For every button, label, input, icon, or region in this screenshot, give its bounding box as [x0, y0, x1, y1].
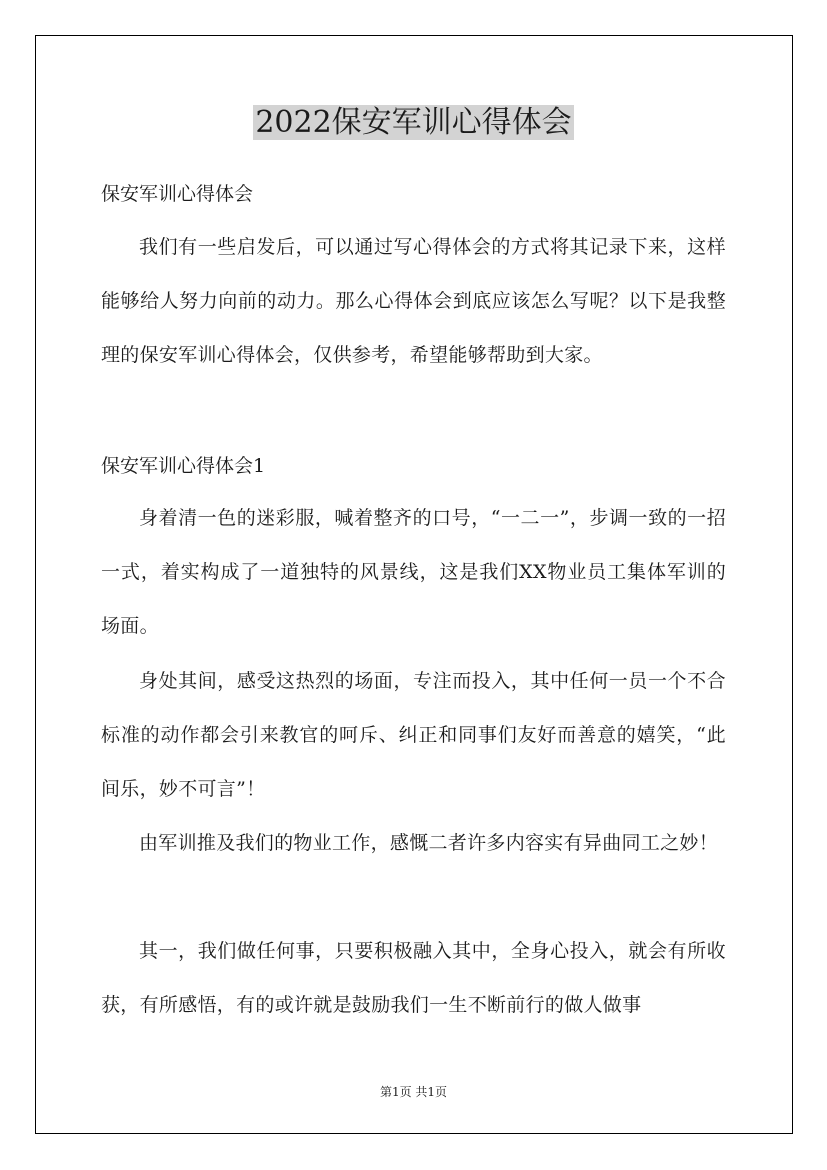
- body-paragraph: 其一，我们做任何事，只要积极融入其中，全身心投入，就会有所收获，有所感悟，有的或许就是鼓励我们一生不断前行的做人做事: [101, 940, 726, 1016]
- body-paragraph: 身处其间，感受这热烈的场面，专注而投入，其中任何一员一个不合标准的动作都会引来教官的呵斥、纠正和同事们友好而善意的嬉笑，“此间乐，妙不可言”！: [101, 670, 726, 800]
- page-footer: 第1页 共1页: [379, 1085, 448, 1099]
- document-title-text: 2022保安军训心得体会: [255, 105, 572, 140]
- intro-paragraph: 我们有一些启发后，可以通过写心得体会的方式将其记录下来，这样能够给人努力向前的动力。那么心得体会到底应该怎么写呢？以下是我整理的保安军训心得体会，仅供参考，希望能够帮助到大家。: [101, 236, 726, 366]
- body-paragraph: 由军训推及我们的物业工作，感慨二者许多内容实有异曲同工之妙！: [139, 832, 719, 854]
- section-1-heading: 保安军训心得体会1: [101, 455, 266, 477]
- body-paragraph: 身着清一色的迷彩服，喊着整齐的口号，“一二一”，步调一致的一招一式，着实构成了一道独特的风景线，这是我们XX物业员工集体军训的场面。: [101, 507, 726, 637]
- document-title: [0, 103, 827, 143]
- document-subtitle: 保安军训心得体会: [101, 183, 254, 205]
